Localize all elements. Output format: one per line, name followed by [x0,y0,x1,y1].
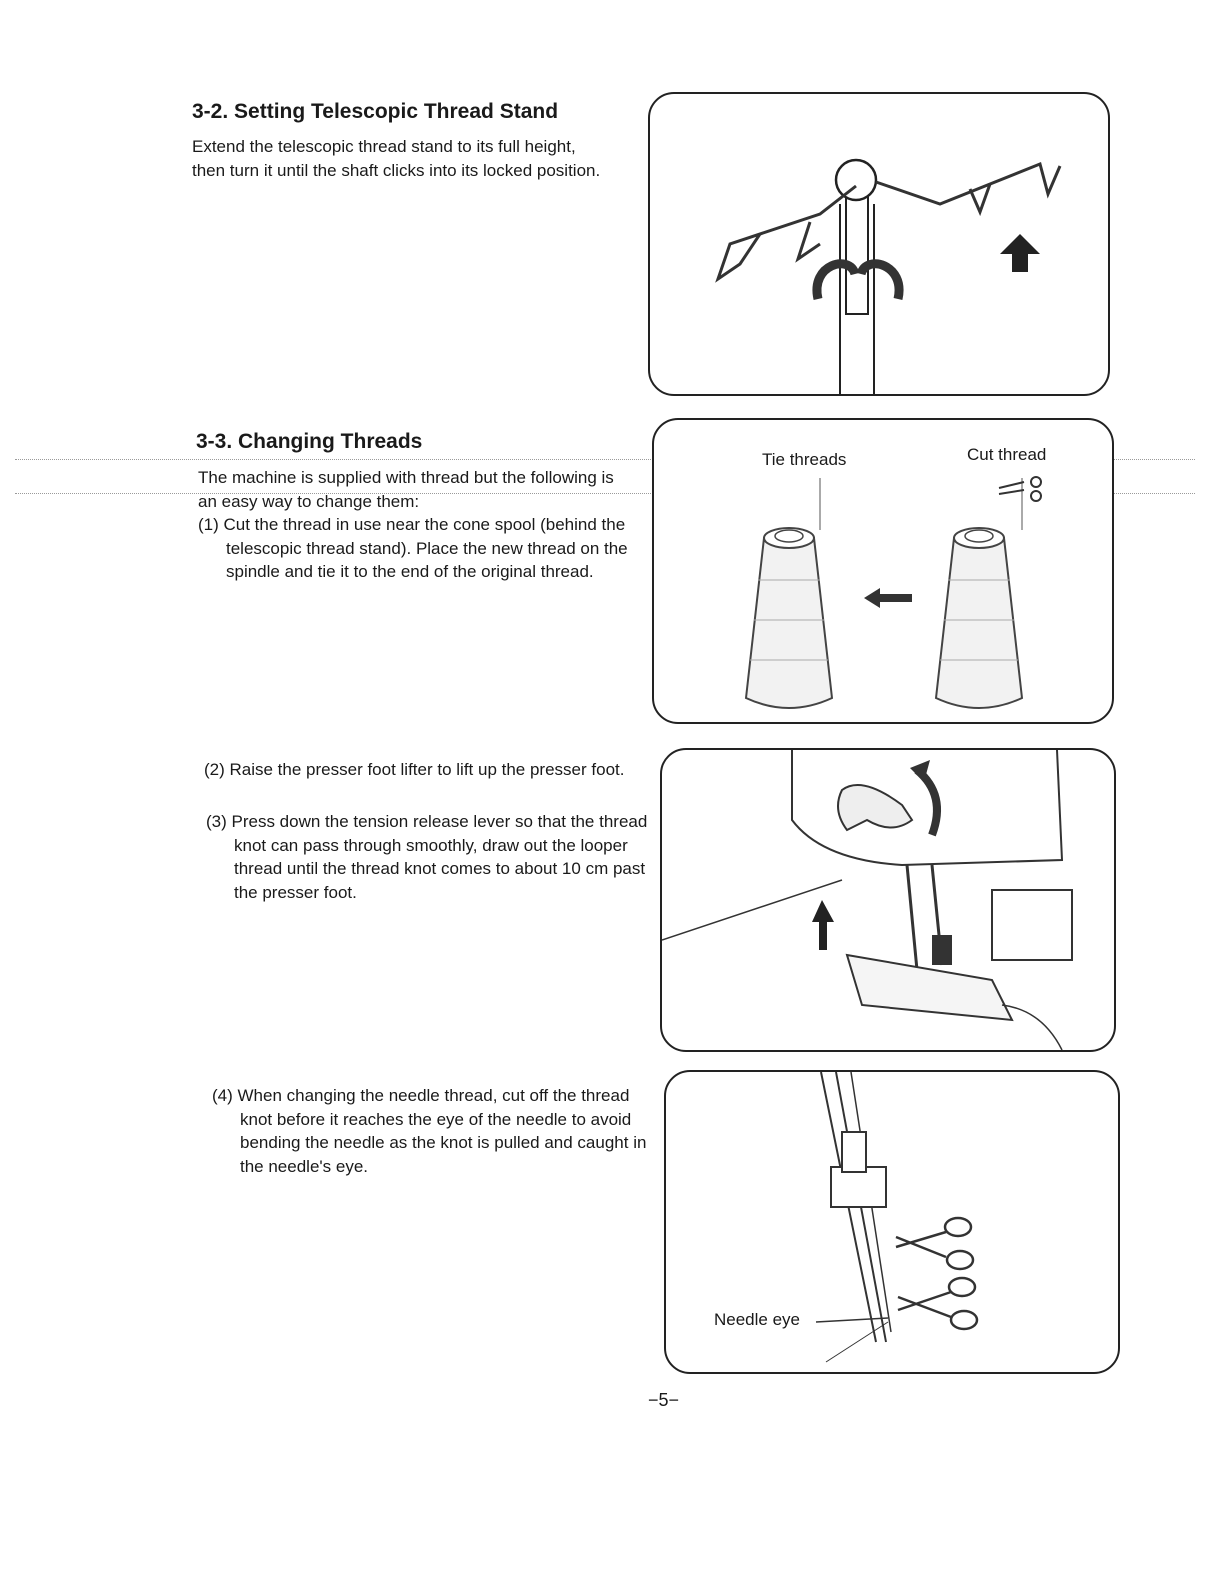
step-4-text: (4) When changing the needle thread, cut off the thread knot before it reaches the eye of the needle to avoid bending the needle as the knot is pulled and caught in the needle's eye. [212,1086,647,1176]
step-2-text: (2) Raise the presser foot lifter to lift up the presser foot. [204,760,625,779]
figure-presser-foot [660,748,1116,1052]
step-1-text: (1) Cut the thread in use near the cone spool (behind the telescopic thread stand). Place the new thread on the spindle and tie it to the end of the original thread. [198,515,628,581]
figure-thread-stand [648,92,1110,396]
section-3-3-intro: The machine is supplied with thread but the following is an easy way to change them: [198,468,614,511]
figure-needle-eye [664,1070,1120,1374]
cut-thread-label: Cut thread [967,445,1047,464]
tie-threads-label: Tie threads [762,450,847,469]
page-number: −5− [648,1390,680,1410]
thread-stand-illustration [650,94,1108,394]
section-3-3-heading: 3-3. Changing Threads [196,430,423,453]
section-3-2-heading: 3-2. Setting Telescopic Thread Stand [192,100,559,123]
section-3-2-body: Extend the telescopic thread stand to its full height, then turn it until the shaft clicks into its locked position. [192,137,601,180]
needle-eye-label: Needle eye [714,1310,801,1329]
cone-spools-illustration [654,420,1112,722]
step-3-text: (3) Press down the tension release lever so that the thread knot can pass through smoothly, draw out the looper thread until the thread knot comes to about 10 cm past the presser foot. [206,812,648,902]
figure-changing-threads [652,418,1114,724]
presser-foot-illustration [662,750,1114,1050]
